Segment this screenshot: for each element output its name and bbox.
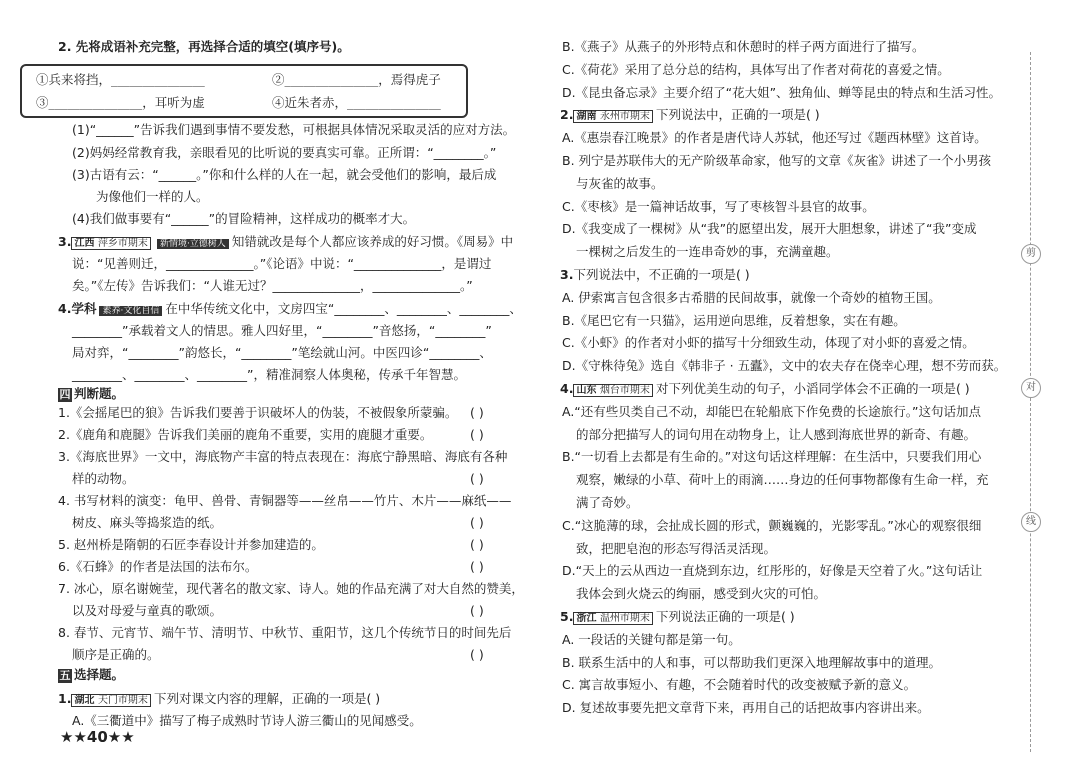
c1-stem: 1. 湖北 天门市期末 下列对课文内容的理解，正确的一项是( )	[58, 691, 381, 706]
section-4-heading: 四 判断题。	[59, 386, 125, 401]
judge-answer-paren[interactable]: ( )	[470, 405, 484, 420]
judge-item-3-cont: 样的动物。	[72, 471, 135, 486]
q4-line-3: 局对弈，“________”韵悠长，“________”笔绘就山河。中医四诊“________、	[72, 345, 492, 360]
option-line: 致，把肥皂泡的形态写得活灵活现。	[576, 540, 777, 556]
idiom-1: ①兵来将挡，_______________	[36, 72, 205, 87]
q2-item-3b: 为像他们一样的人。	[96, 189, 209, 204]
option-line: C. 寓言故事短小、有趣，不会随着时代的改变被赋予新的意义。	[562, 677, 917, 693]
option-line: D.《昆虫备忘录》主要介绍了“花大姐”、独角仙、蝉等昆虫的特点和生活习性。	[562, 84, 1002, 100]
option-line: D.《我变成了一棵树》从“我”的愿望出发，展开大胆想象，讲述了“我”变成	[562, 221, 977, 237]
c1-option-a: A.《三衢道中》描写了梅子成熟时节诗人游三衢山的见闻感受。	[72, 713, 422, 728]
option-line: B. 联系生活中的人和事，可以帮助我们更深入地理解故事中的道理。	[562, 654, 942, 670]
q4-subject: 学科	[71, 301, 97, 316]
q2-item-4: (4)我们做事要有“______”的冒险精神，这样成功的概率才大。	[72, 211, 416, 226]
q2-item-1: (1)“______”告诉我们遇到事情不要发愁，可根据具体情况采取灵活的应对方法。	[72, 122, 516, 137]
option-line: C.《枣核》是一篇神话故事，写了枣核智斗县官的故事。	[562, 198, 875, 214]
option-line: 观察，嫩绿的小草、荷叶上的雨滴……身边的任何事物都像有生命一样，充	[576, 472, 989, 488]
judge-item-1: 1.《会摇尾巴的狼》告诉我们要善于识破坏人的伪装，不被假象所蒙骗。	[58, 405, 458, 420]
judge-answer-paren[interactable]: ( )	[470, 559, 484, 574]
margin-mark-3: 线	[1021, 512, 1041, 532]
idiom-2: ②_______________，焉得虎子	[272, 72, 441, 87]
judge-item-7-cont: 以及对母爱与童真的歌颂。	[72, 603, 223, 618]
option-line: B.“一切看上去都是有生命的。”对这句话这样理解：在生活中，只要我们用心	[562, 449, 982, 465]
q3-num: 3.	[58, 234, 72, 249]
judge-answer-paren[interactable]: ( )	[470, 471, 484, 486]
q3-badge: 新情境·立德树人	[157, 239, 229, 249]
option-line: 一棵树之后发生的一连串奇妙的事，充满童趣。	[576, 244, 839, 260]
q3-region: 江西 萍乡市期末	[71, 237, 150, 250]
q4-num: 4.	[58, 301, 72, 316]
option-line: D.《守株待兔》选自《韩非子 · 五蠹》，文中的农夫存在侥幸心理，想不劳而获。	[562, 358, 1007, 374]
judge-item-3: 3.《海底世界》一文中，海底物产丰富的特点表现在：海底宁静黑暗、海底有各种	[58, 449, 508, 464]
q2-item-3: (3)古语有云：“______。”你和什么样的人在一起，就会受他们的影响，最后成	[72, 167, 497, 182]
question-stem: 5. 浙江 温州市期末 下列说法正确的一项是( )	[560, 609, 795, 624]
section-5-heading: 五 选择题。	[59, 667, 125, 682]
question-stem: 2. 湖南 永州市期末 下列说法中，正确的一项是( )	[560, 107, 820, 123]
option-line: B.《尾巴它有一只猫》，运用逆向思维，反着想象，实在有趣。	[562, 312, 906, 328]
judge-answer-paren[interactable]: ( )	[470, 515, 484, 530]
option-line: A. 一段话的关键句都是第一句。	[562, 631, 741, 647]
judge-item-2: 2.《鹿角和鹿腿》告诉我们美丽的鹿角不重要，实用的鹿腿才重要。	[58, 427, 433, 442]
question-stem: 4. 山东 烟台市期末 对下列优美生动的句子，小滔同学体会不正确的一项是( )	[560, 381, 970, 396]
q4-badge: 素养·文化自信	[99, 306, 162, 316]
judge-item-4-cont: 树皮、麻头等捣浆造的纸。	[72, 515, 223, 530]
option-line: 满了奇妙。	[576, 495, 639, 510]
q3-line-1: 3. 江西 萍乡市期末 新情境·立德树人 知错就改是每个人都应该养成的好习惯。《周易》中	[58, 234, 514, 249]
judge-item-5: 5. 赵州桥是隋朝的石匠李春设计并参加建造的。	[58, 537, 324, 552]
judge-item-8: 8. 春节、元宵节、端午节、清明节、中秋节、重阳节，这几个传统节日的时间先后	[58, 625, 512, 640]
q4-line-1: 4.学科 素养·文化自信 在中华传统文化中，文房四宝“________、________、________、	[58, 301, 522, 316]
q3-line-2: 说：“见善则迁，______________。”《论语》中说：“______________，是谓过	[72, 256, 492, 271]
option-line: A.《惠崇春江晚景》的作者是唐代诗人苏轼，他还写过《题西林壁》这首诗。	[562, 130, 987, 146]
judge-item-7: 7. 冰心，原名谢婉莹，现代著名的散文家、诗人。她的作品充满了对大自然的赞美，	[58, 581, 524, 596]
cut-line	[1030, 52, 1031, 752]
judge-answer-paren[interactable]: ( )	[470, 603, 484, 618]
option-line: C.《小虾》的作者对小虾的描写十分细致生动，体现了对小虾的喜爱之情。	[562, 335, 975, 351]
judge-item-8-cont: 顺序是正确的。	[72, 647, 160, 662]
margin-mark-2: 对	[1021, 378, 1041, 398]
option-line: 与灰雀的故事。	[576, 175, 664, 191]
option-line: A.“还有些贝类自己不动，却能巴在轮船底下作免费的长途旅行。”这句话加点	[562, 403, 982, 419]
question-stem: 3.下列说法中，不正确的一项是( )	[560, 267, 750, 282]
idiom-4: ④近朱者赤，_______________	[272, 95, 441, 110]
option-line: B.《燕子》从燕子的外形特点和休憩时的样子两方面进行了描写。	[562, 39, 925, 54]
option-line: 的部分把描写人的词句用在动物身上，让人感到海底世界的新奇、有趣。	[576, 426, 977, 442]
option-line: C.“这脆薄的球，会扯成长圆的形式，颤巍巍的，光影零乱。”冰心的观察很细	[562, 517, 982, 533]
option-line: A. 伊索寓言包含很多古希腊的民间故事，就像一个奇妙的植物王国。	[562, 289, 941, 305]
idiom-box	[20, 64, 468, 118]
margin-mark-1: 剪	[1021, 244, 1041, 264]
page-number: ★★40★★	[60, 728, 135, 746]
judge-item-6: 6.《石蜂》的作者是法国的法布尔。	[58, 559, 258, 574]
q4-line-2: ________”承载着文人的情思。雅人四好里，“________”音悠扬，“________”	[72, 323, 492, 338]
option-line: D. 复述故事要先把文章背下来，再用自己的话把故事内容讲出来。	[562, 700, 930, 716]
judge-item-4: 4. 书写材料的演变：龟甲、兽骨、青铜器等——丝帛——竹片、木片——麻纸——	[58, 493, 512, 508]
idiom-3: ③_______________，耳听为虚	[36, 95, 205, 110]
q4-line-4: ________、________、________”，精准洞察人体奥秘，传承千年智慧。	[72, 367, 466, 382]
option-line: 我体会到火烧云的绚丽，感受到火灾的可怕。	[576, 586, 827, 602]
option-line: D.“天上的云从西边一直烧到东边，红彤彤的，好像是天空着了火。”这句话让	[562, 563, 983, 579]
q3-line-3: 矣。”《左传》告诉我们：“人谁无过？______________，______________。”	[72, 278, 473, 293]
judge-answer-paren[interactable]: ( )	[470, 647, 484, 662]
q2-title: 2. 先将成语补充完整，再选择合适的填空(填序号)。	[58, 39, 350, 54]
judge-answer-paren[interactable]: ( )	[470, 427, 484, 442]
judge-answer-paren[interactable]: ( )	[470, 537, 484, 552]
option-line: B. 列宁是苏联伟大的无产阶级革命家，他写的文章《灰雀》讲述了一个小男孩	[562, 153, 992, 168]
option-line: C.《荷花》采用了总分总的结构，具体写出了作者对荷花的喜爱之情。	[562, 61, 950, 77]
q2-item-2: (2)妈妈经常教育我，亲眼看见的比听说的要真实可靠。正所谓：“________。”	[72, 145, 497, 160]
